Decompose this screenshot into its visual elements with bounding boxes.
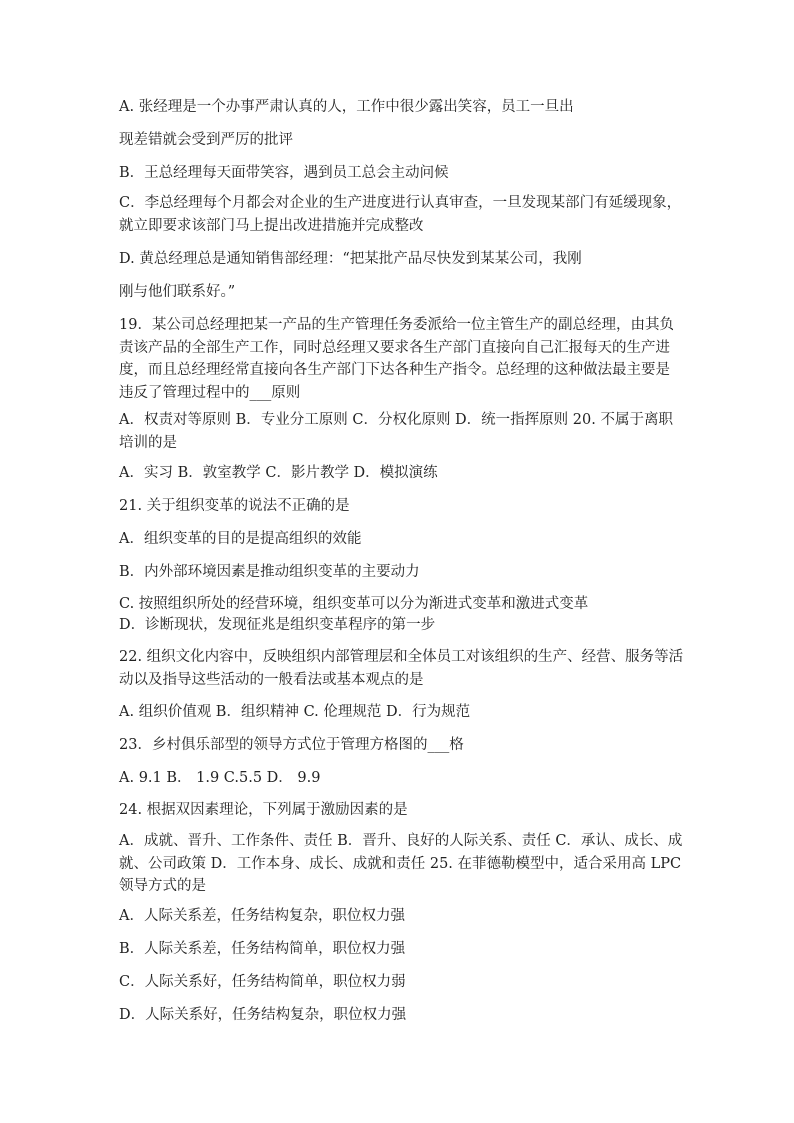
question-19: 19．某公司总经理把某一产品的生产管理任务委派给一位主管生产的副总经理，由其负责该产品的全部生产工作，同时总经理又要求各生产部门直接向自己汇报每天的生产进度，而且总经理经常直接向各生产部门下达各种生产指令。总经理的这种做法最主要是违反了管理过程中的___原则 bbox=[119, 317, 674, 401]
question-21-option-c: C. 按照组织所处的经营环境，组织变革可以分为渐进式变革和激进式变革 bbox=[119, 596, 589, 612]
question-21: 21. 关于组织变革的说法不正确的是 bbox=[119, 498, 350, 514]
question-20-options: A．实习 B．敦室教学 C．影片教学 D．模拟演练 bbox=[119, 465, 438, 481]
question-19-options-and-20: A．权责对等原则 B．专业分工原则 C．分权化原则 D．统一指挥原则 20. 不属于离职培训的是 bbox=[119, 412, 673, 451]
question-21-option-b: B．内外部环境因素是推动组织变革的主要动力 bbox=[119, 564, 420, 580]
option-b: B．王总经理每天面带笑容，遇到员工总会主动问候 bbox=[119, 165, 449, 181]
question-22: 22. 组织文化内容中，反映组织内部管理层和全体员工对该组织的生产、经营、服务等活动以及指导这些活动的一般看法或基本观点的是 bbox=[119, 649, 684, 688]
question-24-options-and-25: A．成就、晋升、工作条件、责任 B．晋升、良好的人际关系、责任 C．承认、成长、成就、公司政策 D．工作本身、成长、成就和责任 25. 在菲德勒模型中，适合采用高 LPC 领导方式的是 bbox=[119, 833, 683, 894]
question-23: 23．乡村俱乐部型的领导方式位于管理方格图的___格 bbox=[119, 737, 464, 753]
option-a-line-1: A. 张经理是一个办事严肃认真的人，工作中很少露出笑容，员工一旦出 bbox=[119, 99, 574, 115]
option-d-line-2: 刚与他们联系好。” bbox=[119, 284, 236, 300]
option-c: C．李总经理每个月都会对企业的生产进度进行认真审查，一旦发现某部门有延缓现象，就立即要求该部门马上提出改进措施并完成整改 bbox=[119, 195, 682, 234]
question-21-option-d: D．诊断现状，发现征兆是组织变革程序的第一步 bbox=[119, 617, 436, 633]
question-25-option-c: C．人际关系好，任务结构简单，职位权力弱 bbox=[119, 974, 406, 990]
question-22-options: A. 组织价值观 B．组织精神 C. 伦理规范 D．行为规范 bbox=[119, 704, 471, 720]
question-23-options: A. 9.1 B． 1.9 C.5.5 D． 9.9 bbox=[119, 770, 321, 786]
question-24: 24. 根据双因素理论，下列属于激励因素的是 bbox=[119, 802, 408, 818]
question-25-option-a: A．人际关系差，任务结构复杂，职位权力强 bbox=[119, 908, 405, 924]
question-21-option-a: A．组织变革的目的是提高组织的效能 bbox=[119, 531, 362, 547]
option-d-line-1: D. 黄总经理总是通知销售部经理：“把某批产品尽快发到某某公司，我刚 bbox=[119, 251, 582, 267]
question-25-option-b: B．人际关系差，任务结构简单，职位权力强 bbox=[119, 941, 406, 957]
question-25-option-d: D．人际关系好，任务结构复杂，职位权力强 bbox=[119, 1007, 407, 1023]
option-a-line-2: 现差错就会受到严厉的批评 bbox=[119, 132, 293, 148]
